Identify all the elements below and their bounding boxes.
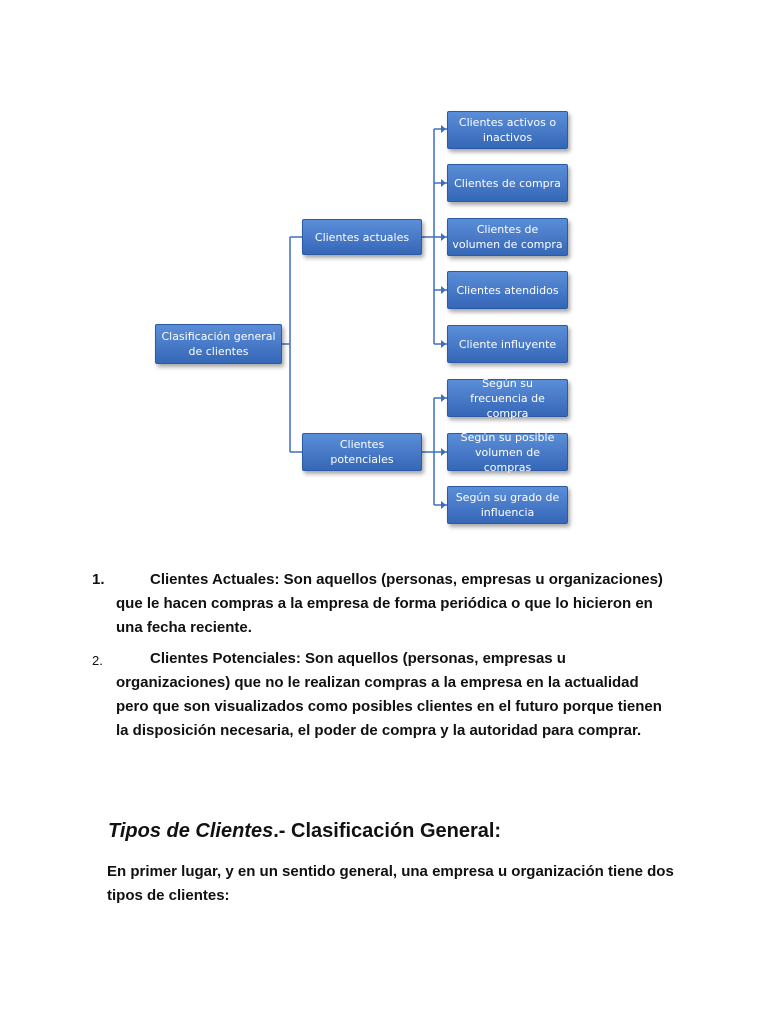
intro-paragraph: En primer lugar, y en un sentido general, una empresa u organización tiene dos tipos de clientes:: [107, 863, 674, 904]
diagram-root-node: Clasificación general de clientes: [155, 324, 282, 364]
diagram-leaf-influyente: Cliente influyente: [447, 325, 568, 363]
heading-italic: Tipos de Clientes: [108, 820, 274, 842]
diagram-leaf-activos-inactivos: Clientes activos o inactivos: [447, 111, 568, 149]
list-number-1: 1.: [92, 571, 105, 588]
diagram-node-clientes-potenciales: Clientes potenciales: [302, 433, 422, 471]
section-heading: [108, 820, 501, 843]
diagram-leaf-frecuencia: Según su frecuencia de compra: [447, 379, 568, 417]
heading-bold: Clasificación General:: [291, 820, 502, 842]
list-number-2: 2.: [92, 653, 103, 668]
diagram-leaf-atendidos: Clientes atendidos: [447, 271, 568, 309]
diagram-node-clientes-actuales: Clientes actuales: [302, 219, 422, 255]
diagram-leaf-compra: Clientes de compra: [447, 164, 568, 202]
list-item-clientes-potenciales: Clientes Potenciales: Son aquellos (personas, empresas u organizaciones) que no le realizan compras a la empresa en la actualidad pero que son visualizados como posibles clientes en el futuro porque tienen la disposición necesaria, el poder de compra y la autoridad para comprar.: [116, 650, 662, 739]
list-item-clientes-actuales: Clientes Actuales: Son aquellos (personas, empresas u organizaciones) que le hacen compras a la empresa de forma periódica o que lo hicieron en una fecha reciente.: [116, 571, 663, 636]
diagram-leaf-grado-influencia: Según su grado de influencia: [447, 486, 568, 524]
diagram-leaf-volumen-compra: Clientes de volumen de compra: [447, 218, 568, 256]
diagram-leaf-posible-volumen: Según su posible volumen de compras: [447, 433, 568, 471]
heading-separator: .-: [273, 820, 292, 842]
